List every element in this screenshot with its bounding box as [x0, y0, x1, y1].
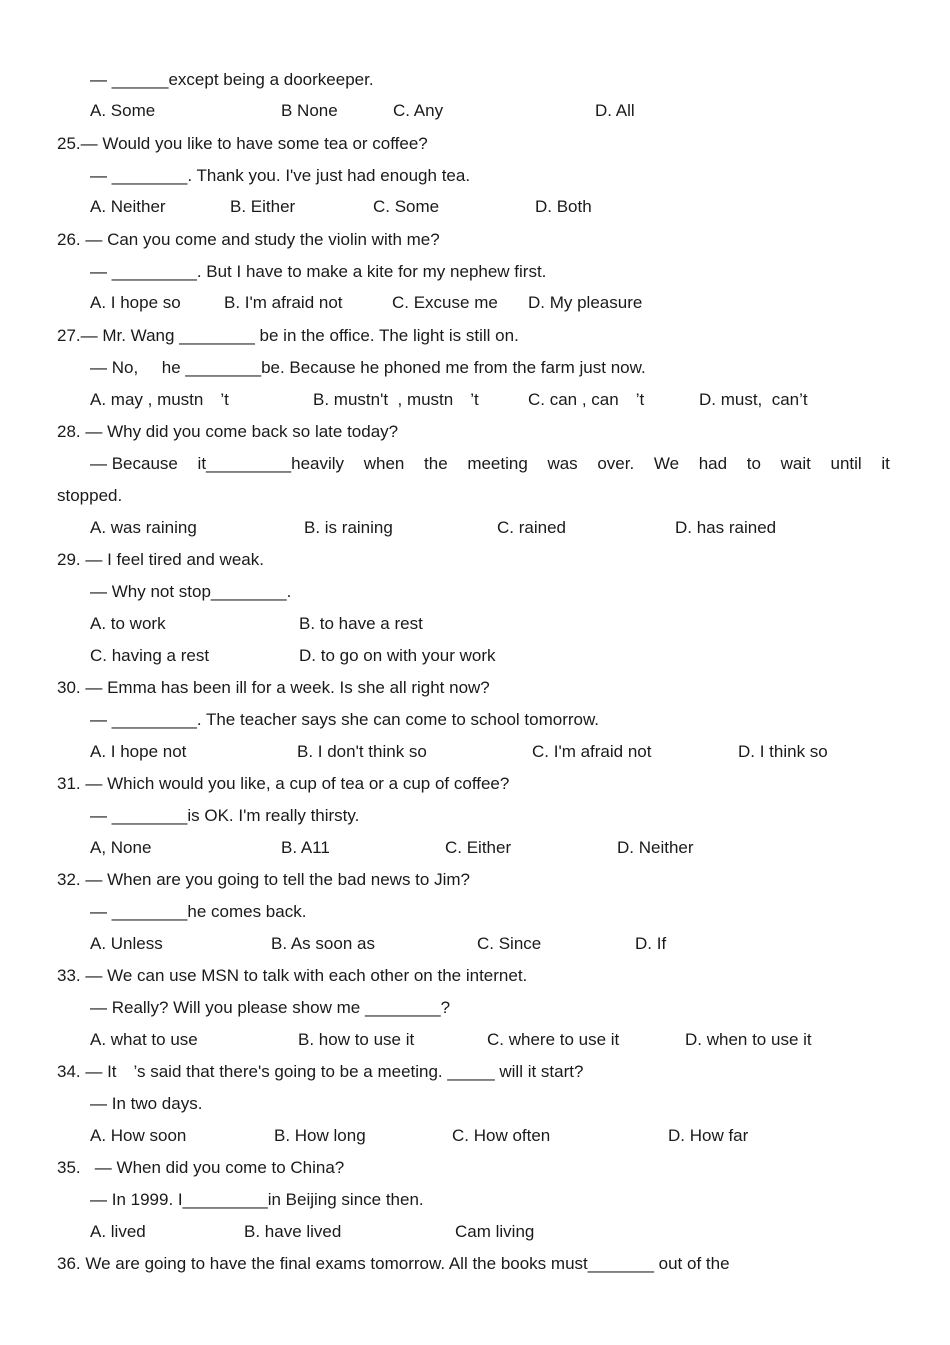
- q28-option-b: B. is raining: [304, 518, 393, 537]
- q25-option-d: D. Both: [535, 197, 592, 216]
- q30-answer-line: — _________. The teacher says she can come to school tomorrow.: [90, 710, 600, 729]
- q25-option-b: B. Either: [230, 197, 296, 216]
- q28-word: was: [547, 454, 578, 473]
- q28-option-d: D. has rained: [675, 518, 777, 537]
- q30-option-a: A. I hope not: [90, 742, 187, 761]
- q28-word: to: [746, 454, 761, 473]
- q31-answer-line: — ________is OK. I'm really thirsty.: [90, 806, 360, 825]
- q30-option-b: B. I don't think so: [297, 742, 427, 761]
- q32-option-c: C. Since: [477, 934, 542, 953]
- q29-answer-line: — Why not stop________.: [90, 582, 292, 601]
- q34-stem: 34. — It ’s said that there's going to be a meeting. _____ will it start?: [57, 1062, 584, 1081]
- q26-answer-line: — _________. But I have to make a kite for my nephew first.: [90, 262, 547, 281]
- q35-answer-line: — In 1999. I_________in Beijing since then.: [90, 1190, 424, 1209]
- q28-word: had: [698, 454, 728, 473]
- q28-word: it_________heavily: [197, 454, 345, 473]
- q25-option-c: C. Some: [373, 197, 440, 216]
- q30-option-d: D. I think so: [738, 742, 828, 761]
- q24-option-c: C. Any: [393, 101, 444, 120]
- q25-answer-line: — ________. Thank you. I've just had enough tea.: [90, 166, 471, 185]
- q32-option-b: B. As soon as: [271, 934, 375, 953]
- q35-stem: 35. — When did you come to China?: [57, 1158, 345, 1177]
- q31-option-b: B. A11: [281, 838, 330, 857]
- q33-option-b: B. how to use it: [298, 1030, 415, 1049]
- q28-word: meeting: [467, 454, 528, 473]
- q28-word: over.: [597, 454, 635, 473]
- q28-word: wait: [780, 454, 811, 473]
- q27-option-c: C. can , can ’t: [528, 390, 645, 409]
- q24-answer-line: — ______except being a doorkeeper.: [90, 70, 374, 89]
- q29-option-d: D. to go on with your work: [299, 646, 496, 665]
- q29-option-a: A. to work: [90, 614, 166, 633]
- q33-option-d: D. when to use it: [685, 1030, 812, 1049]
- q29-option-c: C. having a rest: [90, 646, 210, 665]
- q31-option-a: A, None: [90, 838, 152, 857]
- q32-option-a: A. Unless: [90, 934, 163, 953]
- q27-stem: 27.— Mr. Wang ________ be in the office. The light is still on.: [57, 326, 519, 345]
- q35-option-b: B. have lived: [244, 1222, 342, 1241]
- q28-word: it: [881, 454, 890, 473]
- q32-stem: 32. — When are you going to tell the bad news to Jim?: [57, 870, 470, 889]
- q27-answer-line: — No, he ________be. Because he phoned me from the farm just now.: [90, 358, 646, 377]
- q35-option-a: A. lived: [90, 1222, 146, 1241]
- q33-option-a: A. what to use: [90, 1030, 198, 1049]
- q28-word: until: [830, 454, 862, 473]
- q34-option-c: C. How often: [452, 1126, 551, 1145]
- q26-option-d: D. My pleasure: [528, 293, 643, 312]
- q28-answer-line: [90, 454, 890, 474]
- q28-word: when: [363, 454, 405, 473]
- q33-answer-line: — Really? Will you please show me ________?: [90, 998, 451, 1017]
- q34-option-a: A. How soon: [90, 1126, 187, 1145]
- q34-answer-line: — In two days.: [90, 1094, 203, 1113]
- q32-answer-line: — ________he comes back.: [90, 902, 307, 921]
- q28-answer-continuation: stopped.: [57, 486, 123, 505]
- q34-option-b: B. How long: [274, 1126, 366, 1145]
- q28-word: — Because: [90, 454, 178, 473]
- q28-stem: 28. — Why did you come back so late today?: [57, 422, 399, 441]
- q24-option-d: D. All: [595, 101, 635, 120]
- q26-option-b: B. I'm afraid not: [224, 293, 343, 312]
- q27-option-d: D. must, can’t: [699, 390, 808, 409]
- q31-stem: 31. — Which would you like, a cup of tea or a cup of coffee?: [57, 774, 510, 793]
- q25-stem: 25.— Would you like to have some tea or coffee?: [57, 134, 428, 153]
- q26-stem: 26. — Can you come and study the violin with me?: [57, 230, 440, 249]
- q34-option-d: D. How far: [668, 1126, 749, 1145]
- q33-stem: 33. — We can use MSN to talk with each other on the internet.: [57, 966, 528, 985]
- q33-option-c: C. where to use it: [487, 1030, 620, 1049]
- q28-word: We: [653, 454, 680, 473]
- q24-option-a: A. Some: [90, 101, 156, 120]
- q27-option-a: A. may , mustn ’t: [90, 390, 229, 409]
- q36-stem: 36. We are going to have the final exams tomorrow. All the books must_______ out of the: [57, 1254, 730, 1273]
- q30-option-c: C. I'm afraid not: [532, 742, 652, 761]
- q28-option-c: C. rained: [497, 518, 566, 537]
- q24-option-b: B None: [281, 101, 338, 120]
- q29-stem: 29. — I feel tired and weak.: [57, 550, 264, 569]
- q31-option-d: D. Neither: [617, 838, 694, 857]
- q31-option-c: C. Either: [445, 838, 512, 857]
- q28-option-a: A. was raining: [90, 518, 197, 537]
- q25-option-a: A. Neither: [90, 197, 166, 216]
- q35-option-c: Cam living: [455, 1222, 535, 1241]
- q28-word: the: [424, 454, 448, 473]
- q26-option-a: A. I hope so: [90, 293, 181, 312]
- q32-option-d: D. If: [635, 934, 667, 953]
- q27-option-b: B. mustn't , mustn ’t: [313, 390, 479, 409]
- q30-stem: 30. — Emma has been ill for a week. Is she all right now?: [57, 678, 490, 697]
- q29-option-b: B. to have a rest: [299, 614, 423, 633]
- q26-option-c: C. Excuse me: [392, 293, 498, 312]
